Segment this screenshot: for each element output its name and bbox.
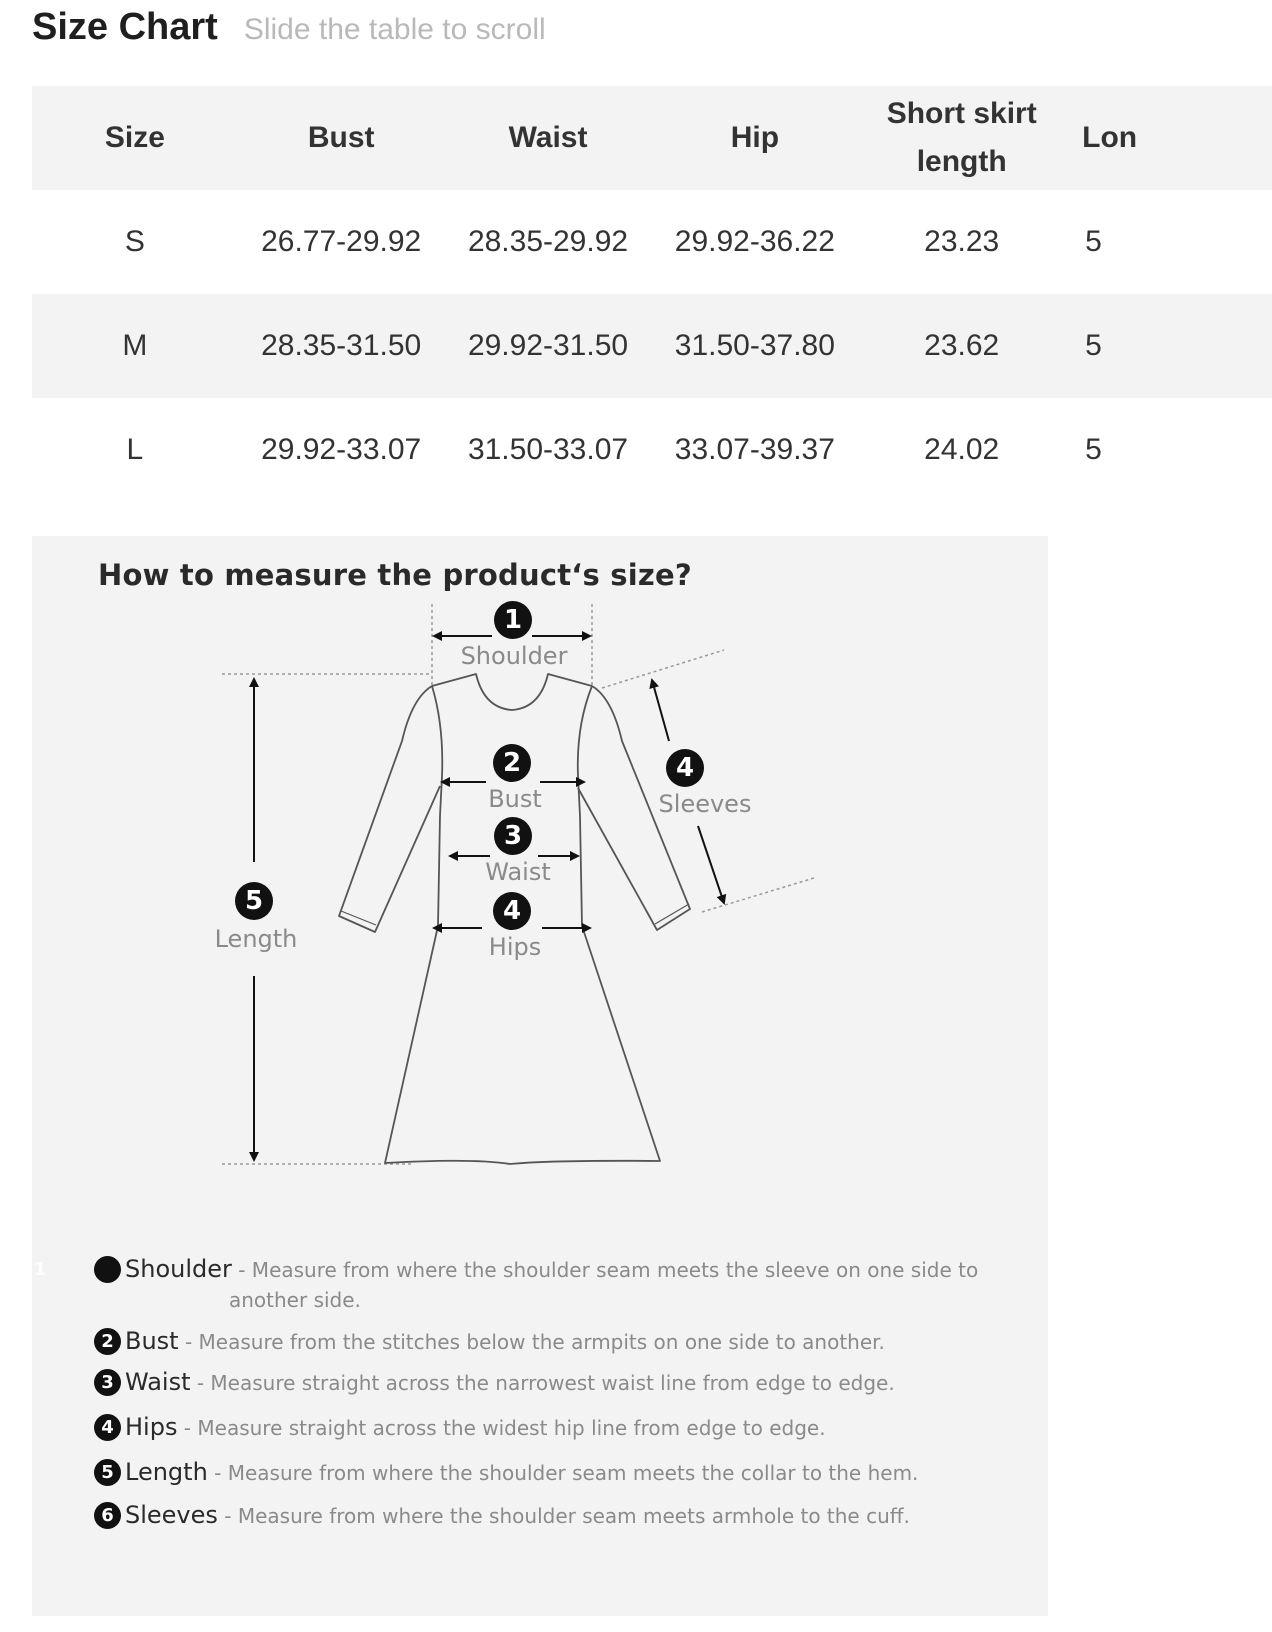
table-cell: S [124,225,145,258]
scroll-hint: Slide the table to scroll [243,13,546,46]
legend-term: Hips [125,1413,178,1441]
diagram-label-bust: Bust [488,785,542,813]
size-chart-header [32,6,546,62]
table-cell: 31.50-33.07 [467,433,629,466]
table-cell: M [32,294,238,398]
table-row [32,398,1272,502]
legend-term: Sleeves [125,1501,218,1529]
table-cell: L [126,433,144,466]
diagram-marker-1: 1 [494,601,532,639]
table-cell: 31.50-37.80 [651,294,858,398]
legend-number: 1 [94,1256,121,1283]
legend-description: - Measure from where the shoulder seam meets the sleeve on one side to another side. [229,1258,979,1312]
table-cell: 24.02 [924,433,1000,466]
table-cell: 29.92-33.07 [261,433,422,466]
diagram-marker-5: 5 [235,882,273,920]
table-cell: 28.35-31.50 [238,294,445,398]
column-header-waist: Waist [445,86,652,190]
legend-description: - Measure straight across the widest hip line from edge to edge. [177,1416,826,1440]
column-header-long-length: Lon [1065,86,1272,190]
legend-number: 3 [94,1369,121,1396]
legend-item-shoulder [33,1254,994,1312]
diagram-marker-2: 2 [493,744,531,782]
legend-description: - Measure from the stitches below the armpits on one side to another. [178,1330,885,1354]
table-cell: 29.92-36.22 [674,225,835,258]
diagram-marker-sleeves: 4 [666,749,704,787]
legend-description: - Measure straight across the narrowest waist line from edge to edge. [190,1371,895,1395]
legend-number: 5 [94,1459,121,1486]
legend-term: Bust [125,1327,179,1355]
legend-item-hips [94,1412,994,1443]
column-header-bust: Bust [238,86,445,190]
table-header-row [32,86,1272,190]
legend-item-sleeves [94,1500,994,1531]
legend-item-waist [94,1367,994,1398]
diagram-label-shoulder: Shoulder [460,642,568,670]
table-cell: 5 [1065,294,1272,398]
size-table [32,86,1272,502]
legend-number: 4 [94,1414,121,1441]
dress-measurement-diagram [32,536,1048,1236]
table-row [32,190,1272,294]
table-cell: 33.07-39.37 [674,433,835,466]
diagram-marker-4: 4 [493,892,531,930]
guide-title: How to measure the product‘s size? [98,558,692,592]
column-header-short-skirt-length: Short skirt length [858,86,1065,190]
diagram-label-waist: Waist [485,858,551,886]
size-table-scroll-area[interactable] [32,86,1138,510]
diagram-marker-3: 3 [494,817,532,855]
column-header-size: Size [32,86,238,190]
legend-term: Shoulder [125,1255,232,1283]
legend-item-length [94,1457,994,1488]
table-cell: 26.77-29.92 [261,225,422,258]
diagram-label-hips: Hips [488,933,542,961]
legend-description: - Measure from where the shoulder seam meets the collar to the hem. [207,1461,919,1485]
table-row [32,294,1272,398]
page-title: Size Chart [32,6,218,48]
column-header-hip: Hip [651,86,858,190]
legend-description: - Measure from where the shoulder seam meets armhole to the cuff. [217,1504,910,1528]
measurement-legend [33,1254,994,1531]
legend-number: 6 [94,1502,121,1529]
legend-term: Length [125,1458,208,1486]
table-cell: 5 [1085,225,1102,258]
table-cell: 23.23 [924,225,1000,258]
diagram-label-sleeves: Sleeves [658,790,752,818]
table-cell: 5 [1085,433,1102,466]
table-cell: 23.62 [858,294,1065,398]
legend-term: Waist [125,1368,191,1396]
table-cell: 29.92-31.50 [445,294,652,398]
diagram-label-length: Length [214,925,298,953]
legend-item-bust [94,1326,994,1357]
measure-guide-panel [32,536,1048,1616]
table-cell: 28.35-29.92 [467,225,629,258]
legend-number: 2 [94,1328,121,1355]
